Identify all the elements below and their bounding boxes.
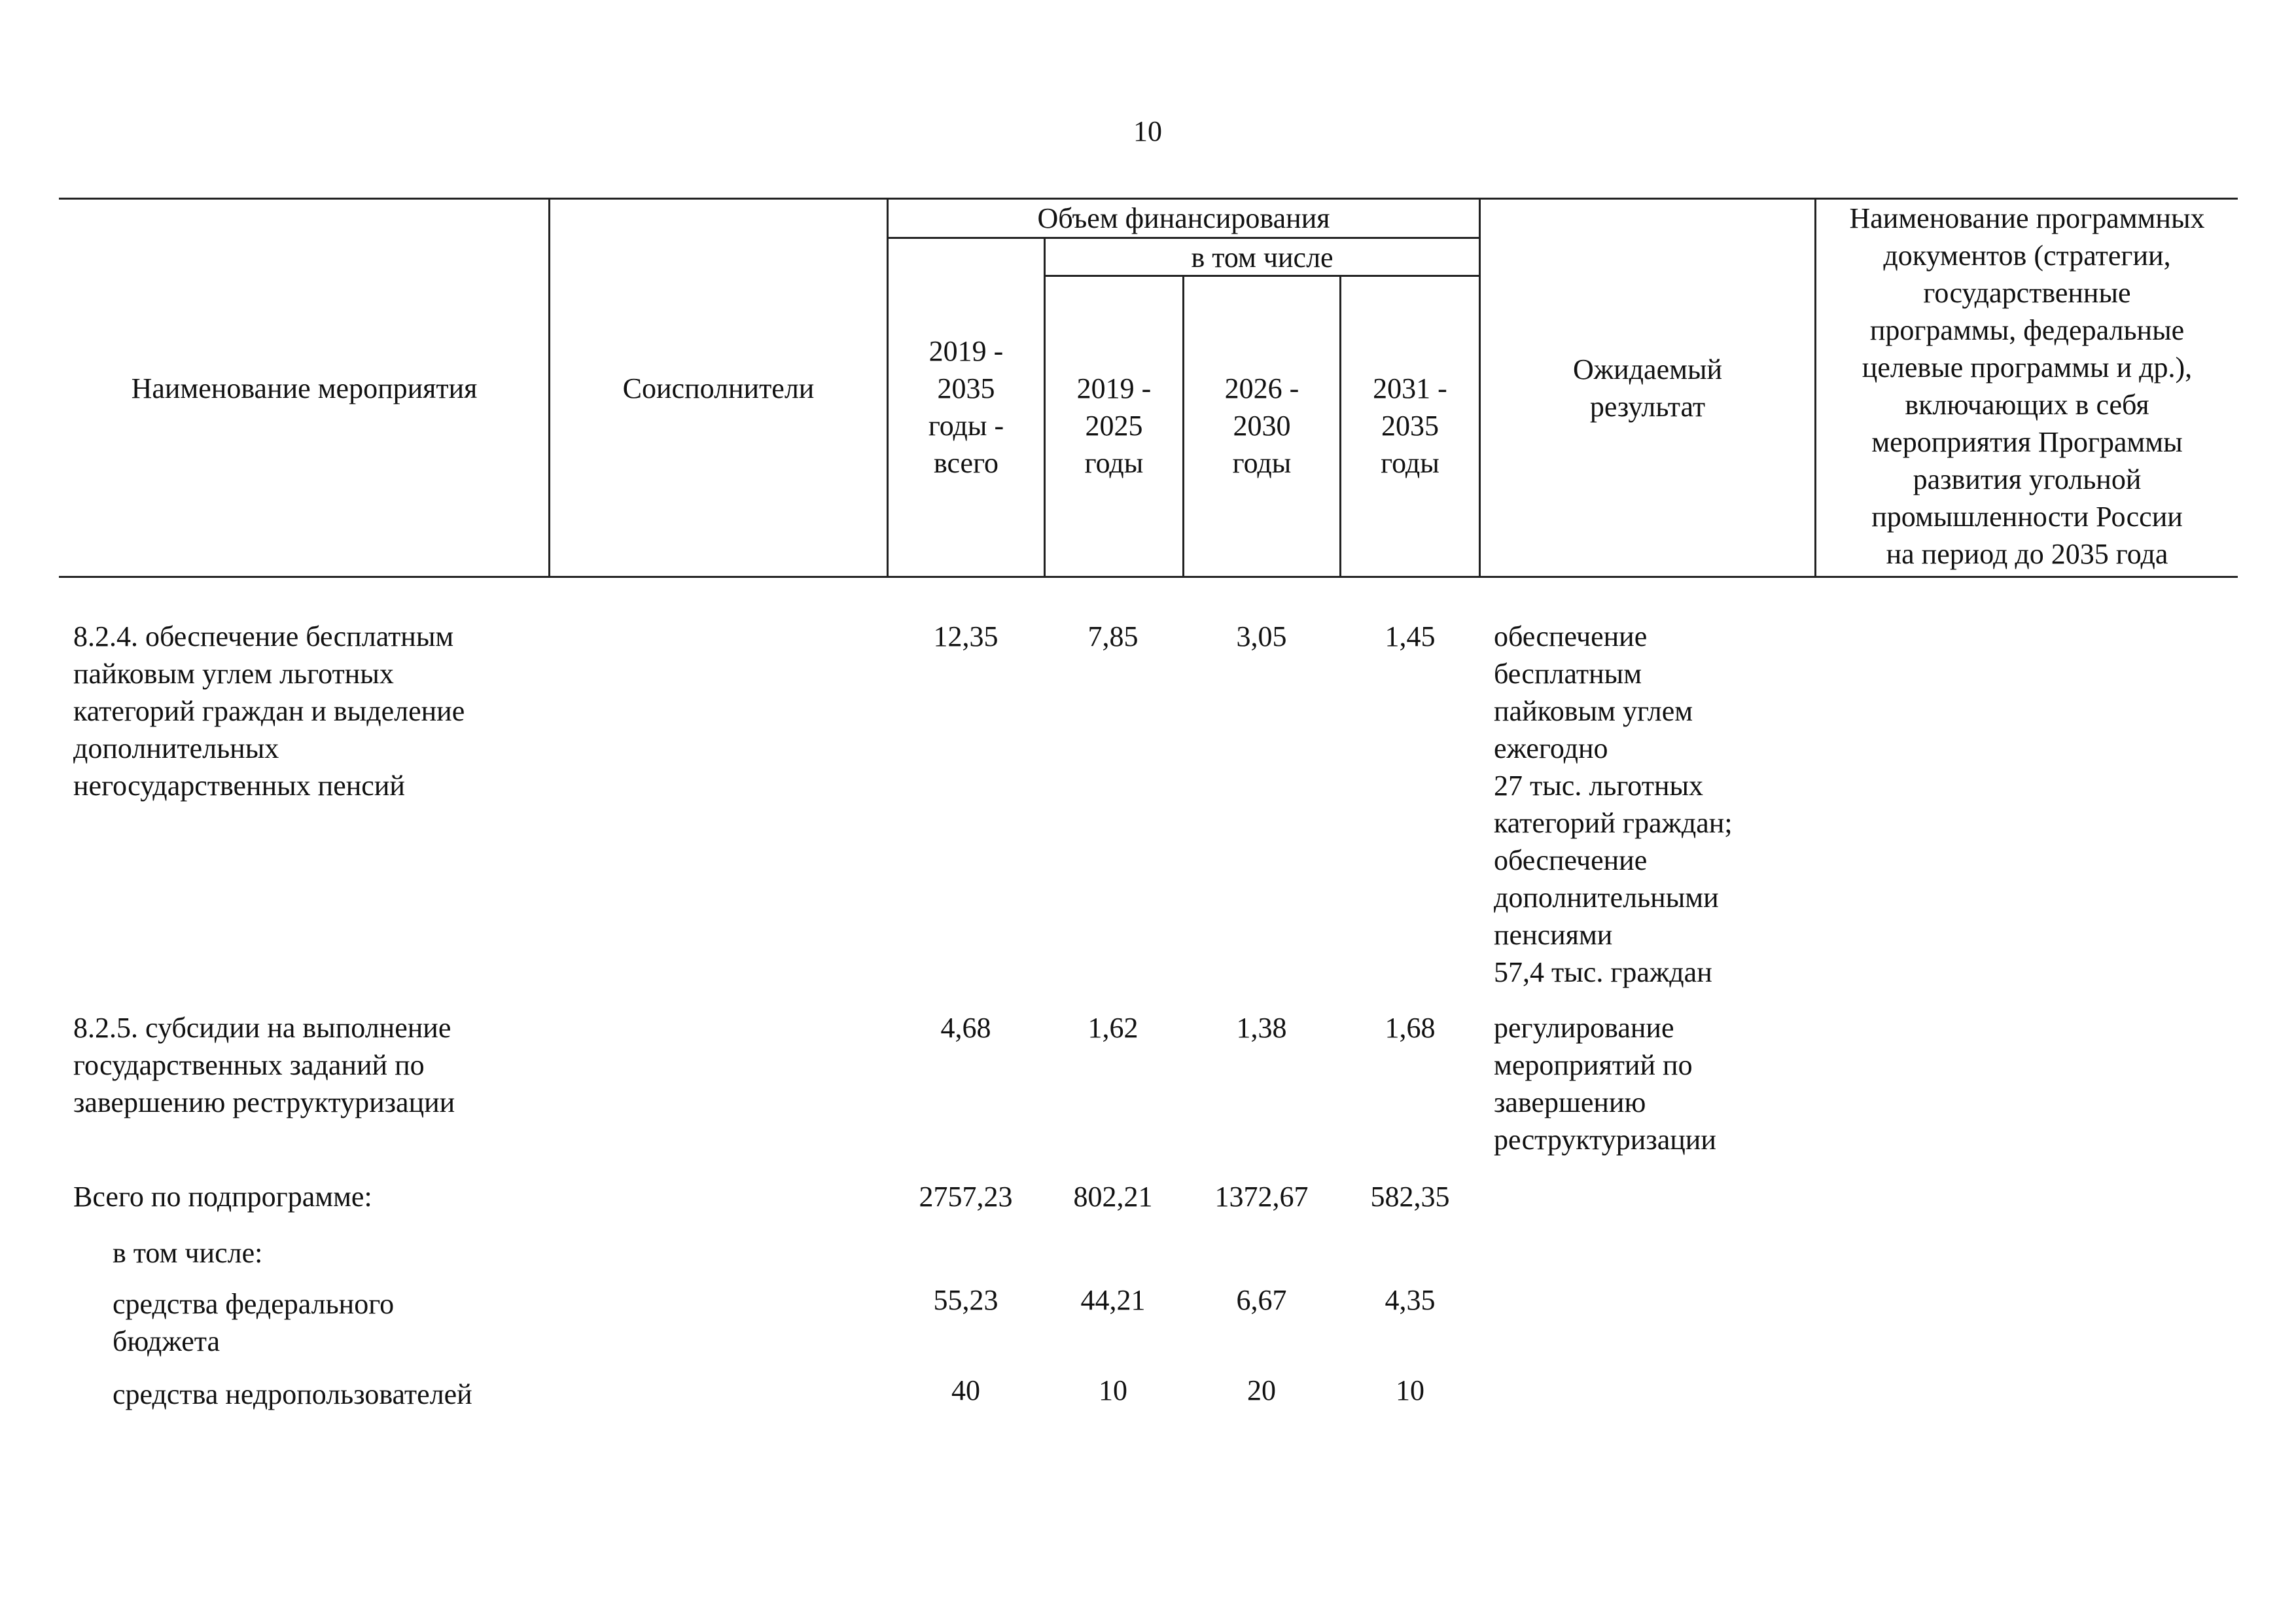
header-col-coexec: Соисполнители <box>622 372 815 404</box>
header-col-name: Наименование мероприятия <box>131 372 478 404</box>
row-name: Всего по подпрограмме: <box>73 1181 372 1213</box>
value-2026-2030: 1,38 <box>1236 1012 1287 1044</box>
including-label: в том числе: <box>113 1237 263 1269</box>
page-number: 10 <box>1133 115 1162 147</box>
value-total: 4,68 <box>940 1012 991 1044</box>
value-total: 40 <box>951 1374 980 1406</box>
header-col-2031-2035: 2031 - 2035 годы <box>1373 372 1447 479</box>
value-total: 2757,23 <box>919 1181 1013 1213</box>
header-col-2019-2025: 2019 - 2025 годы <box>1076 372 1152 479</box>
header-funding-group: Объем финансирования <box>1037 202 1330 234</box>
header-bottom-rule <box>59 576 2238 578</box>
value-total: 55,23 <box>933 1284 998 1316</box>
value-2026-2030: 3,05 <box>1236 620 1287 652</box>
row-name: средства федерального бюджета <box>113 1288 395 1357</box>
value-2031-2035: 1,68 <box>1385 1012 1436 1044</box>
row-name: средства недропользователей <box>113 1378 472 1410</box>
value-2026-2030: 1372,67 <box>1214 1181 1309 1213</box>
value-2019-2025: 802,21 <box>1073 1181 1153 1213</box>
header-col-total: 2019 - 2035 годы - всего <box>928 335 1004 479</box>
row-result: обеспечение бесплатным пайковым углем ежегодно 27 тыс. льготных категорий граждан; обеспечение дополнительными пенсиями 57,4 тыс. граждан <box>1494 620 1733 988</box>
value-2019-2025: 10 <box>1099 1374 1127 1406</box>
value-2019-2025: 44,21 <box>1080 1284 1146 1316</box>
value-2026-2030: 6,67 <box>1236 1284 1287 1316</box>
row-result: регулирование мероприятий по завершению реструктуризации <box>1494 1012 1716 1156</box>
value-2031-2035: 582,35 <box>1370 1181 1450 1213</box>
value-2031-2035: 10 <box>1396 1374 1424 1406</box>
header-col-result: Ожидаемый результат <box>1572 353 1723 423</box>
row-name: 8.2.4. обеспечение бесплатным пайковым углем льготных категорий граждан и выделение дополнительных негосударственных пенсий <box>73 620 465 802</box>
header-col-2026-2030: 2026 - 2030 годы <box>1224 372 1299 479</box>
header-including: в том числе <box>1191 241 1333 274</box>
value-2031-2035: 1,45 <box>1385 620 1436 652</box>
value-2026-2030: 20 <box>1247 1374 1276 1406</box>
value-2031-2035: 4,35 <box>1385 1284 1436 1316</box>
header-col-documents: Наименование программных документов (стратегии, государственные программы, федеральные целевые программы и др.), включающих в себя мероприятия Программы развития угольной промышленности России на период до 2035 года <box>1849 202 2205 570</box>
value-2019-2025: 1,62 <box>1087 1012 1139 1044</box>
value-2019-2025: 7,85 <box>1087 620 1139 652</box>
row-name: 8.2.5. субсидии на выполнение государственных заданий по завершению реструктуризации <box>73 1012 455 1118</box>
value-total: 12,35 <box>933 620 998 652</box>
